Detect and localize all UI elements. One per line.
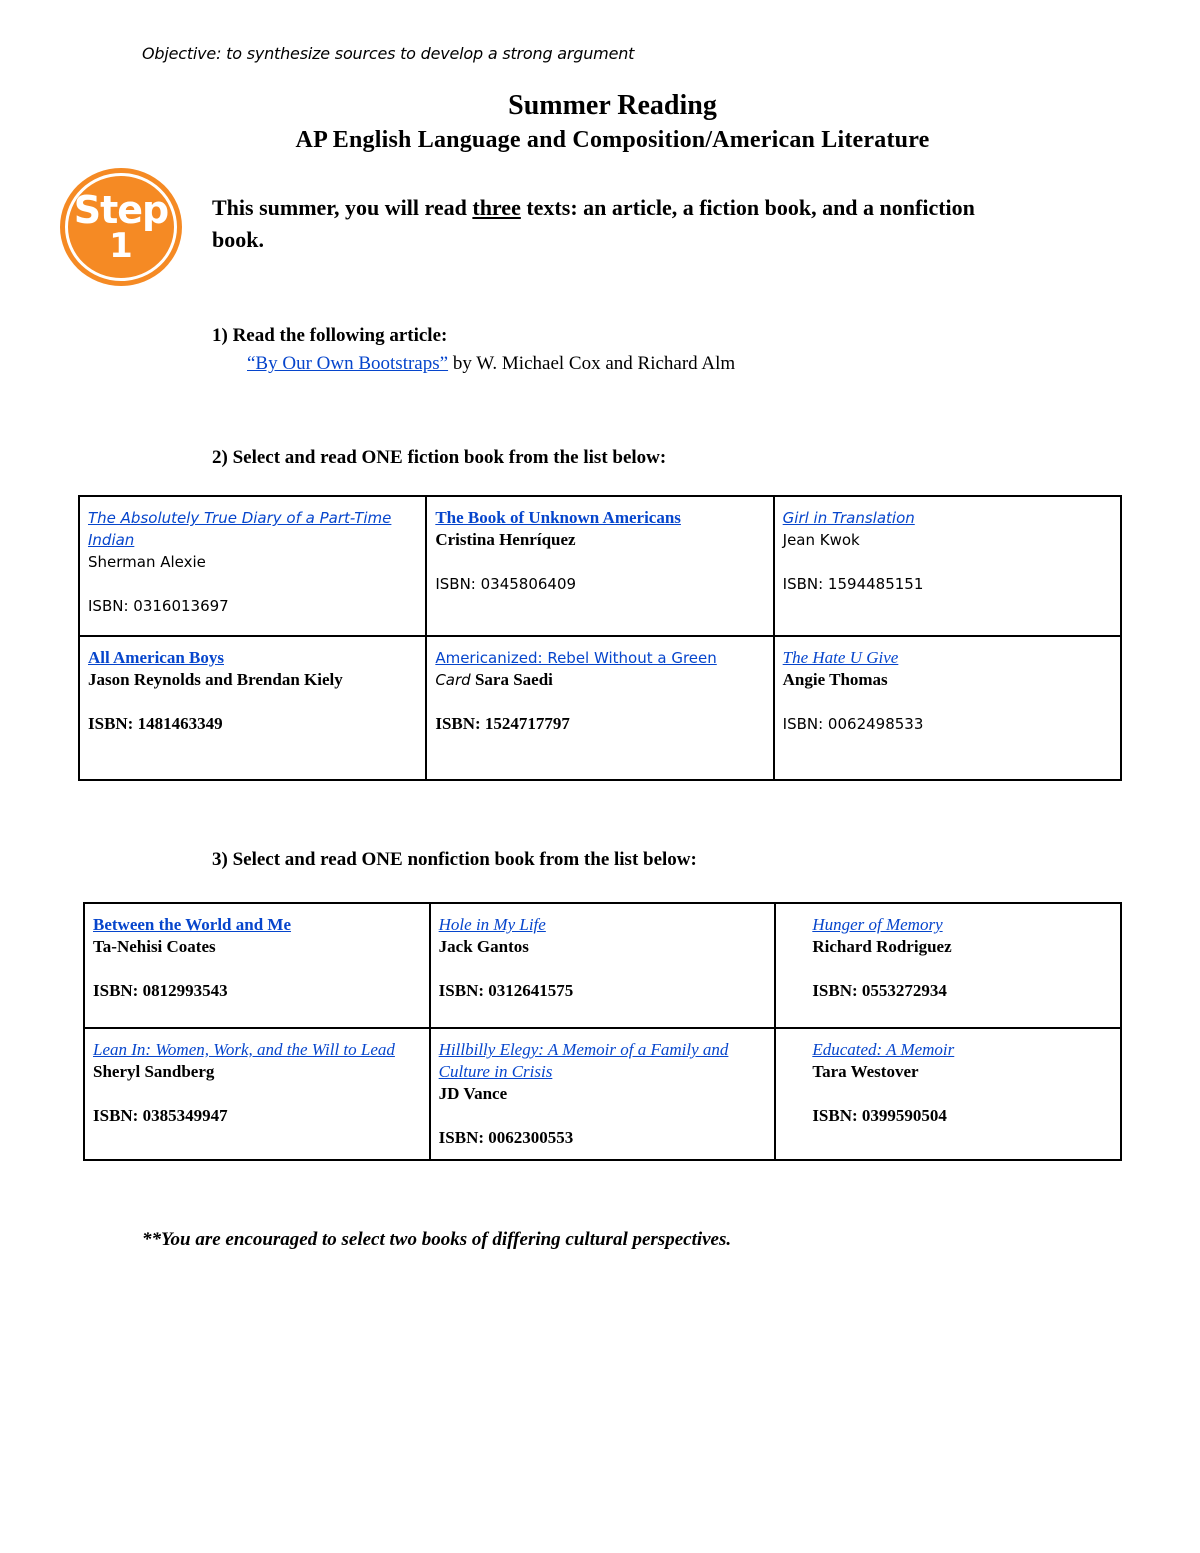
book-cell <box>774 636 1121 780</box>
book-title-link[interactable]: Hunger of Memory <box>812 915 943 934</box>
book-cell <box>84 903 430 1028</box>
book-title-link[interactable]: All American Boys <box>88 648 224 667</box>
book-cell <box>79 496 426 636</box>
book-author: Sara Saedi <box>470 670 553 689</box>
book-isbn: ISBN: 0385349947 <box>93 1106 228 1125</box>
book-cell <box>426 636 773 780</box>
intro-before: This summer, you will read <box>212 195 473 220</box>
objective-line: Objective: to synthesize sources to develop a strong argument <box>142 44 635 63</box>
book-author: JD Vance <box>438 1084 508 1103</box>
book-cell <box>775 1028 1121 1160</box>
fiction-table <box>78 495 1122 781</box>
item1-label: 1) Read the following article: <box>212 325 448 346</box>
book-title-link[interactable]: The Book of Unknown Americans <box>435 508 681 527</box>
table-row <box>84 1028 1121 1160</box>
book-isbn: ISBN: 1524717797 <box>435 714 570 733</box>
book-title-link[interactable]: Between the World and Me <box>93 915 292 934</box>
intro-text <box>212 192 1012 256</box>
book-isbn: ISBN: 0399590504 <box>812 1106 947 1125</box>
nonfiction-table <box>83 902 1122 1161</box>
book-author: Jean Kwok <box>782 531 860 549</box>
book-author: Sheryl Sandberg <box>93 1062 215 1081</box>
book-cell <box>426 496 773 636</box>
page-title: Summer Reading <box>508 90 717 121</box>
intro-after: texts: an article, a fiction book, and a nonfiction book. <box>212 195 975 252</box>
book-title-link[interactable]: Educated: A Memoir <box>812 1040 955 1059</box>
book-title-link[interactable]: Lean In: Women, Work, and the Will to Lead <box>93 1040 395 1059</box>
book-title-link[interactable]: Hillbilly Elegy: A Memoir of a Family and Culture in Crisis <box>438 1040 729 1081</box>
book-cell <box>775 903 1121 1028</box>
table-row <box>79 496 1121 636</box>
book-author: Richard Rodriguez <box>812 937 952 956</box>
book-author: Cristina Henríquez <box>435 530 576 549</box>
intro-emphasis: three <box>472 195 521 220</box>
step-badge-word: Step <box>73 188 169 232</box>
book-isbn: ISBN: 1594485151 <box>782 575 924 593</box>
book-isbn: ISBN: 0553272934 <box>812 981 947 1000</box>
article-line <box>247 353 735 375</box>
table-row <box>84 903 1121 1028</box>
book-title-link[interactable]: The Hate U Give <box>782 648 899 667</box>
item3-label: 3) Select and read ONE nonfiction book from the list below: <box>212 849 697 870</box>
book-cell <box>84 1028 430 1160</box>
book-author: Jason Reynolds and Brendan Kiely <box>88 670 343 689</box>
step-badge-number: 1 <box>109 226 133 266</box>
book-author: Tara Westover <box>812 1062 919 1081</box>
page-subtitle: AP English Language and Composition/American Literature <box>295 127 930 153</box>
book-author: Jack Gantos <box>438 937 529 956</box>
book-cell <box>79 636 426 780</box>
book-isbn: ISBN: 0345806409 <box>435 575 577 593</box>
article-link[interactable]: “By Our Own Bootstraps” <box>247 353 449 374</box>
book-author: Angie Thomas <box>782 670 888 689</box>
book-cell <box>430 1028 776 1160</box>
book-isbn: ISBN: 0812993543 <box>93 981 228 1000</box>
table-row <box>79 636 1121 780</box>
book-isbn: ISBN: 1481463349 <box>88 714 223 733</box>
item2-label: 2) Select and read ONE fiction book from the list below: <box>212 447 667 468</box>
book-isbn: ISBN: 0062300553 <box>438 1128 574 1147</box>
book-isbn: ISBN: 0062498533 <box>782 715 924 733</box>
book-author: Sherman Alexie <box>88 553 206 571</box>
footnote: **You are encouraged to select two books of differing cultural perspectives. <box>142 1229 732 1250</box>
book-title-link[interactable]: Girl in Translation <box>782 509 915 527</box>
book-cell <box>774 496 1121 636</box>
book-title-link[interactable]: Americanized: Rebel Without a Green <box>435 649 717 667</box>
book-isbn: ISBN: 0316013697 <box>88 597 229 615</box>
book-cell <box>430 903 776 1028</box>
book-title-link[interactable]: Hole in My Life <box>438 915 546 934</box>
book-author: Ta-Nehisi Coates <box>93 937 216 956</box>
step-badge <box>60 168 182 286</box>
book-isbn: ISBN: 0312641575 <box>438 981 574 1000</box>
book-title-link[interactable]: The Absolutely True Diary of a Part-Time Indian <box>88 509 392 549</box>
article-byline: by W. Michael Cox and Richard Alm <box>448 353 736 374</box>
book-title-cont: Card <box>435 671 471 689</box>
